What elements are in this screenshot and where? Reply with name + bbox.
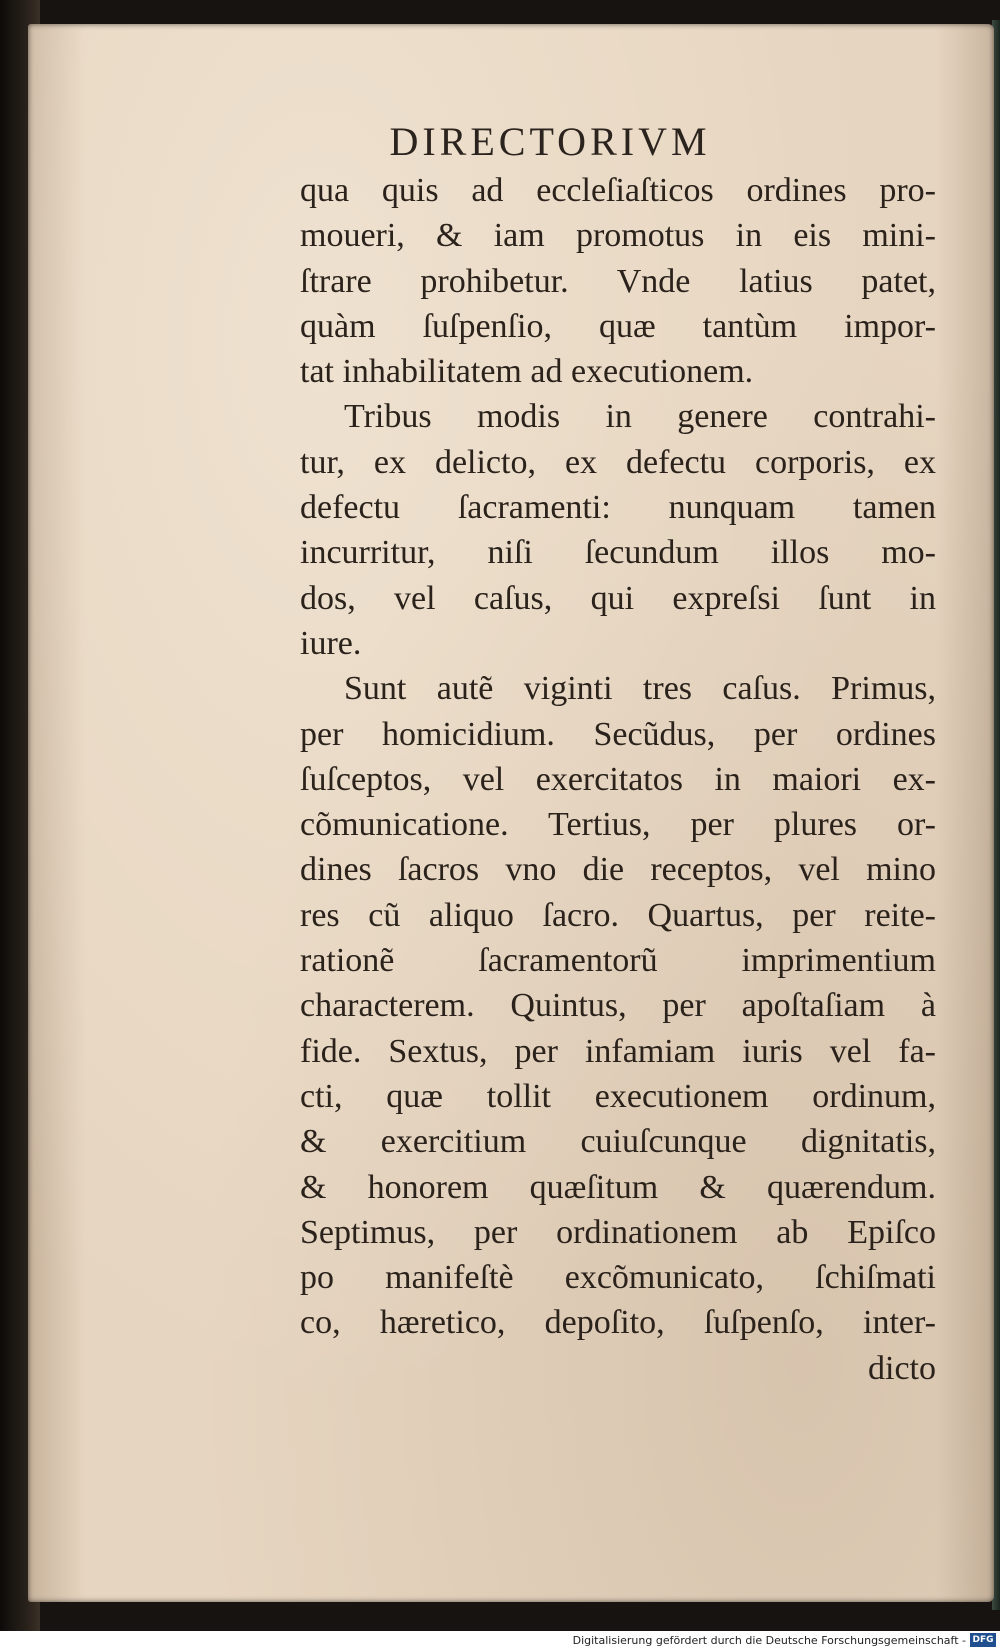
text-line: res cũ aliquo ſacro. Quartus, per reite-: [300, 896, 936, 934]
text-line: dos, vel caſus, qui expreſsi ſunt in: [300, 579, 936, 617]
text-line: Sunt autẽ viginti tres caſus. Primus,: [344, 670, 936, 708]
text-line: defectu ſacramenti: nunquam tamen: [300, 489, 936, 527]
text-line: characterem. Quintus, per apoſtaſiam à: [300, 987, 936, 1025]
text-line: ſtrare prohibetur. Vnde latius patet,: [300, 262, 936, 300]
text-line: Septimus, per ordinationem ab Epiſco: [300, 1213, 936, 1251]
text-line: dines ſacros vno die receptos, vel mino: [300, 851, 936, 889]
text-line: incurritur, niſi ſecundum illos mo-: [300, 534, 936, 572]
text-line: iure.: [300, 624, 362, 662]
text-line: quàm ſuſpenſio, quæ tantùm impor-: [300, 307, 936, 345]
text-line: qua quis ad eccleſiaſticos ordines pro-: [300, 172, 936, 209]
text-line: tat inhabilitatem ad executionem.: [300, 353, 754, 391]
running-head: DIRECTORIVM: [389, 119, 711, 164]
text-line: co, hæretico, depoſito, ſuſpenſo, inter-: [300, 1304, 936, 1342]
funding-note: Digitalisierung gefördert durch die Deutsche Forschungsgemeinschaft -: [572, 1634, 966, 1647]
text-line: Tribus modis in genere contrahi-: [344, 398, 936, 436]
text-line: per homicidium. Secũdus, per ordines: [300, 715, 936, 753]
dfg-logo-icon: DFG: [970, 1633, 996, 1647]
text-line: po manifeſtè excõmunicato, ſchiſmati: [300, 1259, 936, 1297]
page-text-block: [300, 168, 936, 1391]
text-line: fide. Sextus, per infamiam iuris vel fa-: [300, 1032, 936, 1070]
text-line: tur, ex delicto, ex defectu corporis, ex: [300, 443, 936, 481]
text-line: moueri, & iam promotus in eis mini-: [300, 217, 936, 255]
text-line: cõmunicatione. Tertius, per plures or-: [300, 806, 936, 844]
catchword: dicto: [868, 1349, 936, 1387]
text-line: cti, quæ tollit executionem ordinum,: [300, 1077, 936, 1115]
text-line: rationẽ ſacramentorũ imprimentium: [300, 942, 936, 980]
text-line: & exercitium cuiuſcunque dignitatis,: [300, 1123, 936, 1161]
text-line: & honorem quæſitum & quærendum.: [300, 1168, 936, 1206]
text-line: ſuſceptos, vel exercitatos in maiori ex-: [300, 760, 936, 798]
